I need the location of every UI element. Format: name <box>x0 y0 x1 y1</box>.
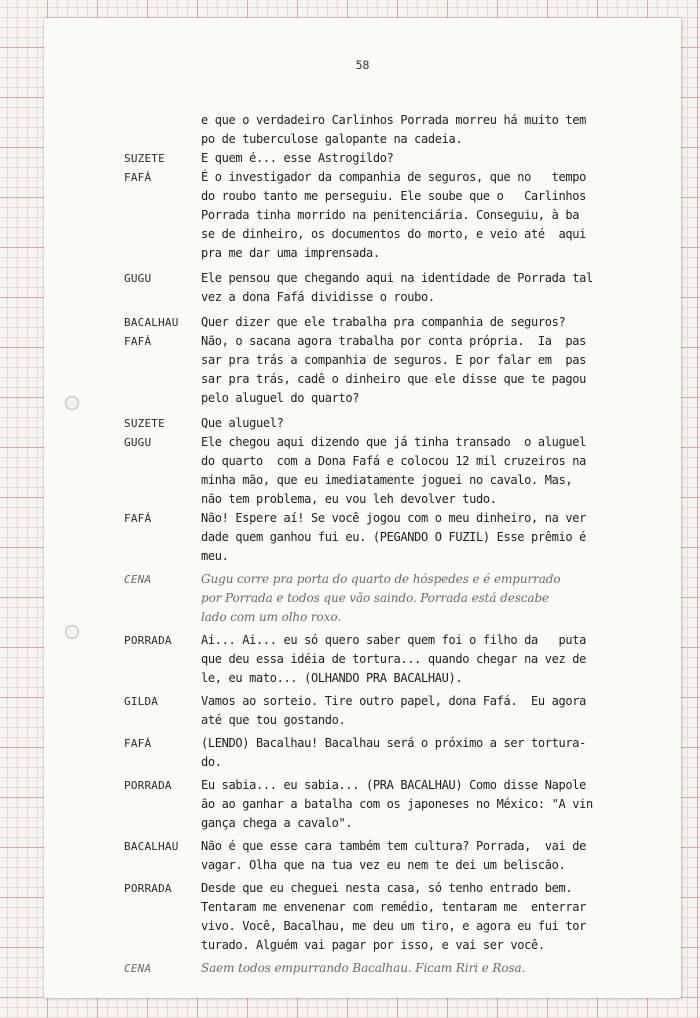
stage-direction <box>44 959 681 978</box>
text-line: Vamos ao sorteio. Tire outro papel, dona Fafá. Eu agora <box>201 694 586 708</box>
block-text <box>201 149 641 168</box>
stage-label: CENA <box>124 962 152 975</box>
text-line: Desde que eu cheguei nesta casa, só tenho entrado bem. <box>201 881 573 895</box>
speaker-name: BACALHAU <box>124 316 179 329</box>
speaker-name: FAFÁ <box>124 512 152 525</box>
text-line: pelo aluguel do quarto? <box>201 391 360 405</box>
block-text <box>201 837 641 875</box>
text-line: Quer dizer que ele trabalha pra companhia de seguros? <box>201 315 566 329</box>
text-line: lado com um olho roxo. <box>201 610 341 624</box>
text-line: Ele chegou aqui dizendo que já tinha transado o aluguel <box>201 435 586 449</box>
page-number: 58 <box>355 58 370 72</box>
speaker-name: PORRADA <box>124 634 172 647</box>
text-line: que deu essa idéia de tortura... quando chegar na vez de <box>201 652 586 666</box>
speaker-name: PORRADA <box>124 779 172 792</box>
dialogue-block <box>44 692 681 730</box>
block-text <box>201 692 641 730</box>
text-line: (LENDO) Bacalhau! Bacalhau será o próximo a ser tortura- <box>201 736 586 750</box>
dialogue-block <box>44 149 681 168</box>
speaker-name: FAFÁ <box>124 737 152 750</box>
block-text <box>201 168 641 263</box>
text-line: até que tou gostando. <box>201 713 346 727</box>
dialogue-block <box>44 111 681 149</box>
text-line: e que o verdadeiro Carlinhos Porrada morreu há muito tem <box>201 113 586 127</box>
typewritten-page <box>44 18 681 998</box>
block-text <box>201 111 641 149</box>
block-text <box>201 879 641 955</box>
dialogue-block <box>44 837 681 875</box>
text-line: É o investigador da companhia de seguros, que no tempo <box>201 170 586 184</box>
text-line: Não! Espere aí! Se você jogou com o meu dinheiro, na ver <box>201 511 586 525</box>
speaker-name: PORRADA <box>124 882 172 895</box>
text-line: minha mão, que eu imediatamente joguei no cavalo. Mas, <box>201 473 573 487</box>
dialogue-block <box>44 332 681 408</box>
text-line: Porrada tinha morrido na penitenciária. Conseguiu, à ba <box>201 208 580 222</box>
block-text <box>201 414 641 433</box>
text-line: pra me dar uma imprensada. <box>201 246 380 260</box>
speaker-name: BACALHAU <box>124 840 179 853</box>
speaker-name: GUGU <box>124 436 152 449</box>
text-line: sar pra trás, cadê o dinheiro que ele disse que te pagou <box>201 372 586 386</box>
text-line: Não, o sacana agora trabalha por conta própria. Ia pas <box>201 334 586 348</box>
dialogue-block <box>44 631 681 688</box>
text-line: Que aluguel? <box>201 416 284 430</box>
text-line: Ai... Ai... eu só quero saber quem foi o filho da puta <box>201 633 586 647</box>
speaker-name: SUZETE <box>124 417 165 430</box>
block-text <box>201 332 641 408</box>
dialogue-block <box>44 168 681 263</box>
text-line: não tem problema, eu vou leh devolver tudo. <box>201 492 497 506</box>
text-line: do quarto com a Dona Fafá e colocou 12 mil cruzeiros na <box>201 454 586 468</box>
text-line: po de tuberculose galopante na cadeia. <box>201 132 463 146</box>
dialogue-block <box>44 734 681 772</box>
text-line: Saem todos empurrando Bacalhau. Ficam Riri e Rosa. <box>201 961 526 975</box>
text-line: gança chega a cavalo". <box>201 816 353 830</box>
block-text <box>201 734 641 772</box>
stage-label: CENA <box>124 573 152 586</box>
text-line: Gugu corre pra porta do quarto de hóspedes e é empurrado <box>201 572 561 586</box>
dialogue-block <box>44 433 681 509</box>
text-line: por Porrada e todos que vão saindo. Porrada está descabe <box>201 591 550 605</box>
text-line: ão ao ganhar a batalha com os japoneses no México: "A vin <box>201 797 593 811</box>
text-line: vez a dona Fafá dividisse o roubo. <box>201 290 435 304</box>
text-line: Tentaram me envenenar com remédio, tentaram me enterrar <box>201 900 586 914</box>
text-line: vivo. Você, Bacalhau, me deu um tiro, e agora eu fui tor <box>201 919 586 933</box>
text-line: E quem é... esse Astrogildo? <box>201 151 394 165</box>
text-line: do. <box>201 755 222 769</box>
text-line: sar pra trás a companhia de seguros. E por falar em pas <box>201 353 586 367</box>
speaker-name: GILDA <box>124 695 159 708</box>
dialogue-block <box>44 414 681 433</box>
block-text <box>201 509 641 566</box>
block-text <box>201 776 641 833</box>
script-body <box>44 111 681 978</box>
block-text <box>201 313 641 332</box>
text-line: se de dinheiro, os documentos do morto, e veio até aqui <box>201 227 586 241</box>
text-line: dade quem ganhou fui eu. (PEGANDO O FUZIL) Esse prêmio é <box>201 530 586 544</box>
block-text <box>201 959 641 978</box>
block-text <box>201 631 641 688</box>
stage-direction <box>44 570 681 627</box>
dialogue-block <box>44 269 681 307</box>
speaker-name: SUZETE <box>124 152 165 165</box>
block-text <box>201 570 641 627</box>
dialogue-block <box>44 313 681 332</box>
block-text <box>201 269 641 307</box>
text-line: vagar. Olha que na tua vez eu nem te dei um beliscão. <box>201 858 566 872</box>
block-text <box>201 433 641 509</box>
dialogue-block <box>44 509 681 566</box>
speaker-name: FAFÁ <box>124 171 152 184</box>
text-line: meu. <box>201 549 229 563</box>
dialogue-block <box>44 776 681 833</box>
dialogue-block <box>44 879 681 955</box>
text-line: Não é que esse cara também tem cultura? Porrada, vai de <box>201 839 586 853</box>
text-line: do roubo tanto me perseguiu. Ele soube que o Carlinhos <box>201 189 586 203</box>
text-line: Ele pensou que chegando aqui na identidade de Porrada tal <box>201 271 593 285</box>
text-line: turado. Alguém vai pagar por isso, e vai ser você. <box>201 938 545 952</box>
speaker-name: FAFÁ <box>124 335 152 348</box>
text-line: le, eu mato... (OLHANDO PRA BACALHAU). <box>201 671 463 685</box>
text-line: Eu sabia... eu sabia... (PRA BACALHAU) Como disse Napole <box>201 778 586 792</box>
speaker-name: GUGU <box>124 272 152 285</box>
